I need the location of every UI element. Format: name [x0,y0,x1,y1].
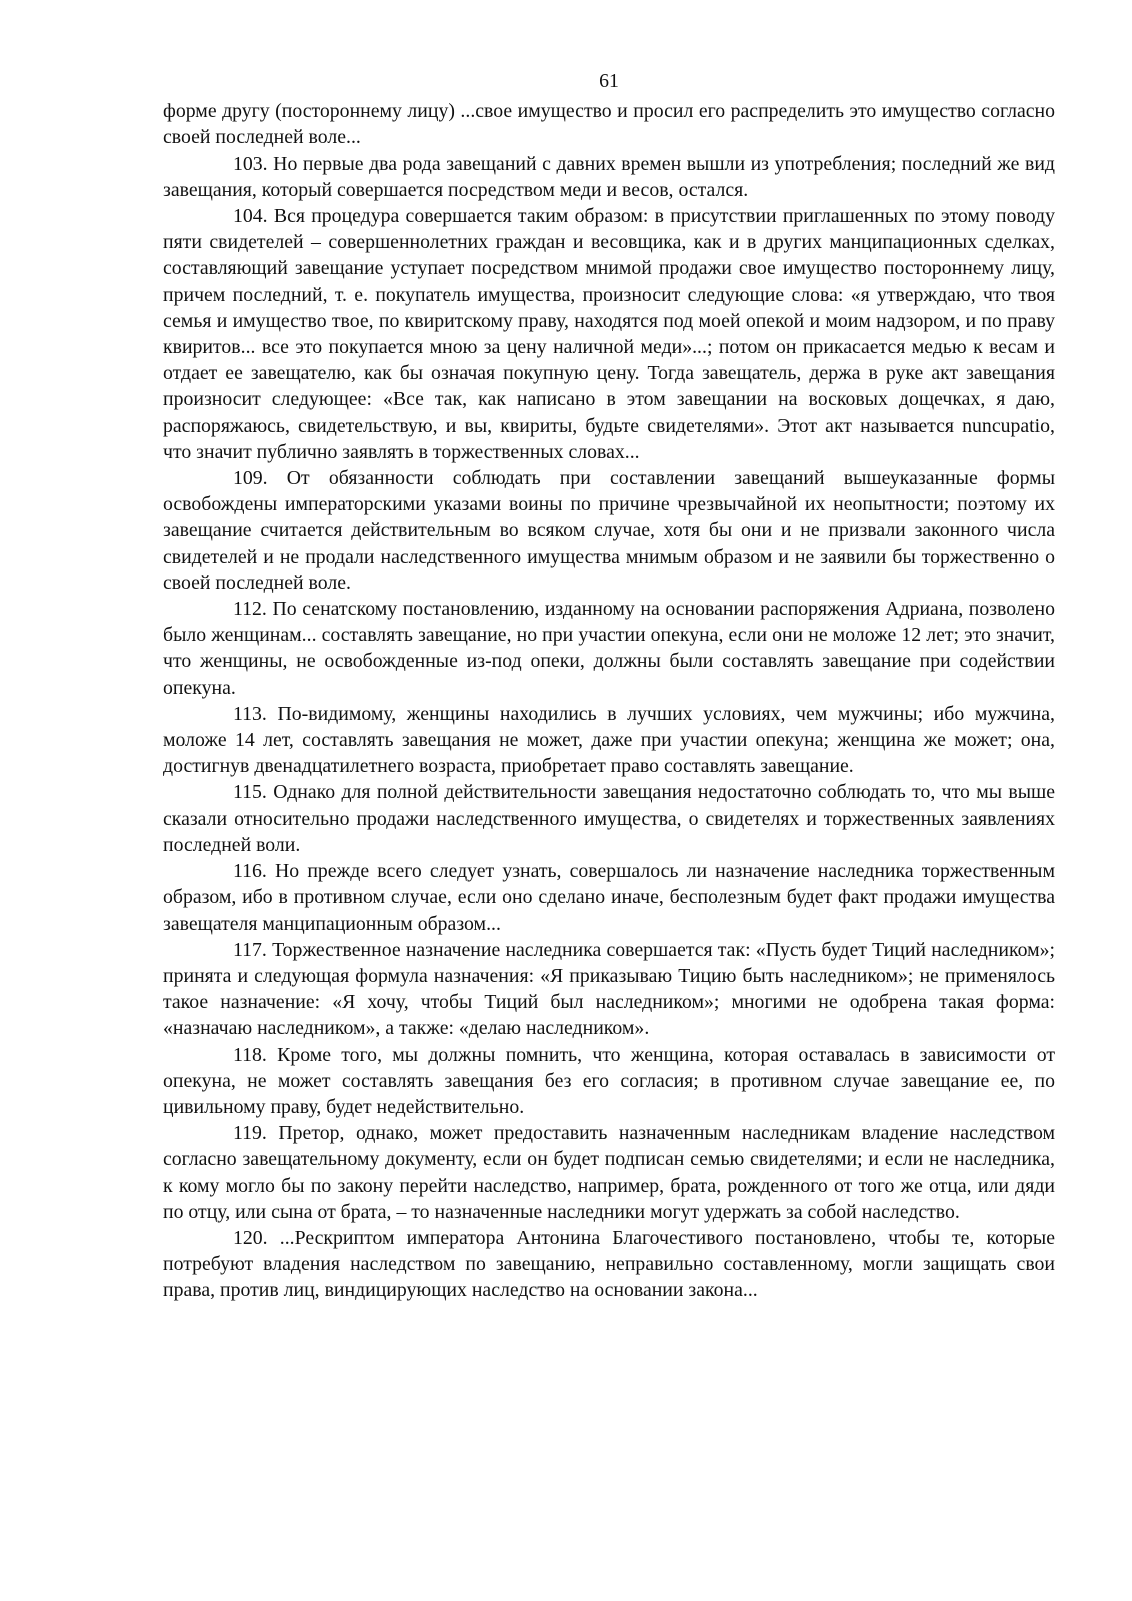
paragraph-115: 115. Однако для полной действительности завещания недостаточно соблюдать то, что мы выше сказали относительно продажи наследственного имущества, о свидетелях и торжественных заявлениях последней воли. [163,781,1055,856]
paragraph-119: 119. Претор, однако, может предоставить назначенным наследникам владение наследством согласно завещательному документу, если он будет подписан семью свидетелями; и если не наследника, к кому могло бы по закону перейти наследство, например, брата, рожденного от того же отца, или дяди по отцу, или сына от брата, – то назначенные наследники могут удержать за собой наследство. [163,1122,1055,1223]
paragraph-112: 112. По сенатскому постановлению, изданному на основании распоряжения Адриана, позволено было женщинам... составлять завещание, но при участии опекуна, если они не моложе 12 лет; это значит, что женщины, не освобожденные из-под опеки, должны были составлять завещание при содействии опекуна. [163,598,1055,699]
paragraph-118: 118. Кроме того, мы должны помнить, что женщина, которая оставалась в зависимости от опекуна, не может составлять завещания без его согласия; в противном случае завещание ее, по цивильному праву, будет недействительно. [163,1043,1055,1118]
paragraph-116: 116. Но прежде всего следует узнать, совершалось ли назначение наследника торжественным образом, ибо в противном случае, если оно сделано иначе, бесполезным будет факт продажи имущества завещателя манципационным образом... [163,860,1055,935]
paragraph-104: 104. Вся процедура совершается таким образом: в присутствии приглашенных по этому поводу пяти свидетелей – совершеннолетних граждан и весовщика, как и в других манципационных сделках, составляющий завещание уступает посредством мнимой продажи свое имущество постороннему лицу, причем последний, т. е. покупатель имущества, произносит следующие слова: «я утверждаю, что твоя семья и имущество твое, по квиритскому праву, находятся под моей опекой и моим надзором, и по праву квиритов... все это покупается мною за цену наличной меди»...; потом он прикасается медью к весам и отдает ее завещателю, как бы означая покупную цену. Тогда завещатель, держа в руке акт завещания произносит следующее: «Все так, как написано в этом завещании на восковых дощечках, я даю, распоряжаюсь, свидетельствую, и вы, квириты, будьте свидетелями». Этот акт называется nuncupatio, что значит публично заявлять в торжественных словах... [163,205,1055,463]
document-page [163,68,1055,1304]
paragraph-103: 103. Но первые два рода завещаний с давних времен вышли из употребления; последний же вид завещания, который совершается посредством меди и весов, остался. [163,152,1055,201]
paragraph-113: 113. По-видимому, женщины находились в лучших условиях, чем мужчины; ибо мужчина, моложе 14 лет, составлять завещания не может, даже при участии опекуна; женщина же может; она, достигнув двенадцатилетнего возраста, приобретает право составлять завещание. [163,702,1055,778]
page-number: 61 [599,70,619,92]
paragraph-117: 117. Торжественное назначение наследника совершается так: «Пусть будет Тиций наследником»; принята и следующая формула назначения: «Я приказываю Тицию быть наследником»; не применялось такое назначение: «Я хочу, чтобы Тиций был наследником»; многими не одобрена такая форма: «назначаю наследником», а также: «делаю наследником». [163,938,1055,1040]
paragraph-continuation: форме другу (постороннему лицу) ...свое имущество и просил его распределить это имущество согласно своей последней воле... [163,100,1055,149]
paragraph-109: 109. От обязанности соблюдать при составлении завещаний вышеуказанные формы освобождены императорскими указами воины по причине чрезвычайной их неопытности; поэтому их завещание считается действительным во всяком случае, хотя бы они и не призвали законного числа свидетелей и не продали наследственного имущества мнимым образом и не заявили бы торжественно о своей последней воле. [163,467,1055,594]
paragraph-120: 120. ...Рескриптом императора Антонина Благочестивого постановлено, чтобы те, которые потребуют владения наследством по завещанию, неправильно составленному, могли защищать свои права, против лиц, виндицирующих наследство на основании закона... [163,1226,1055,1302]
